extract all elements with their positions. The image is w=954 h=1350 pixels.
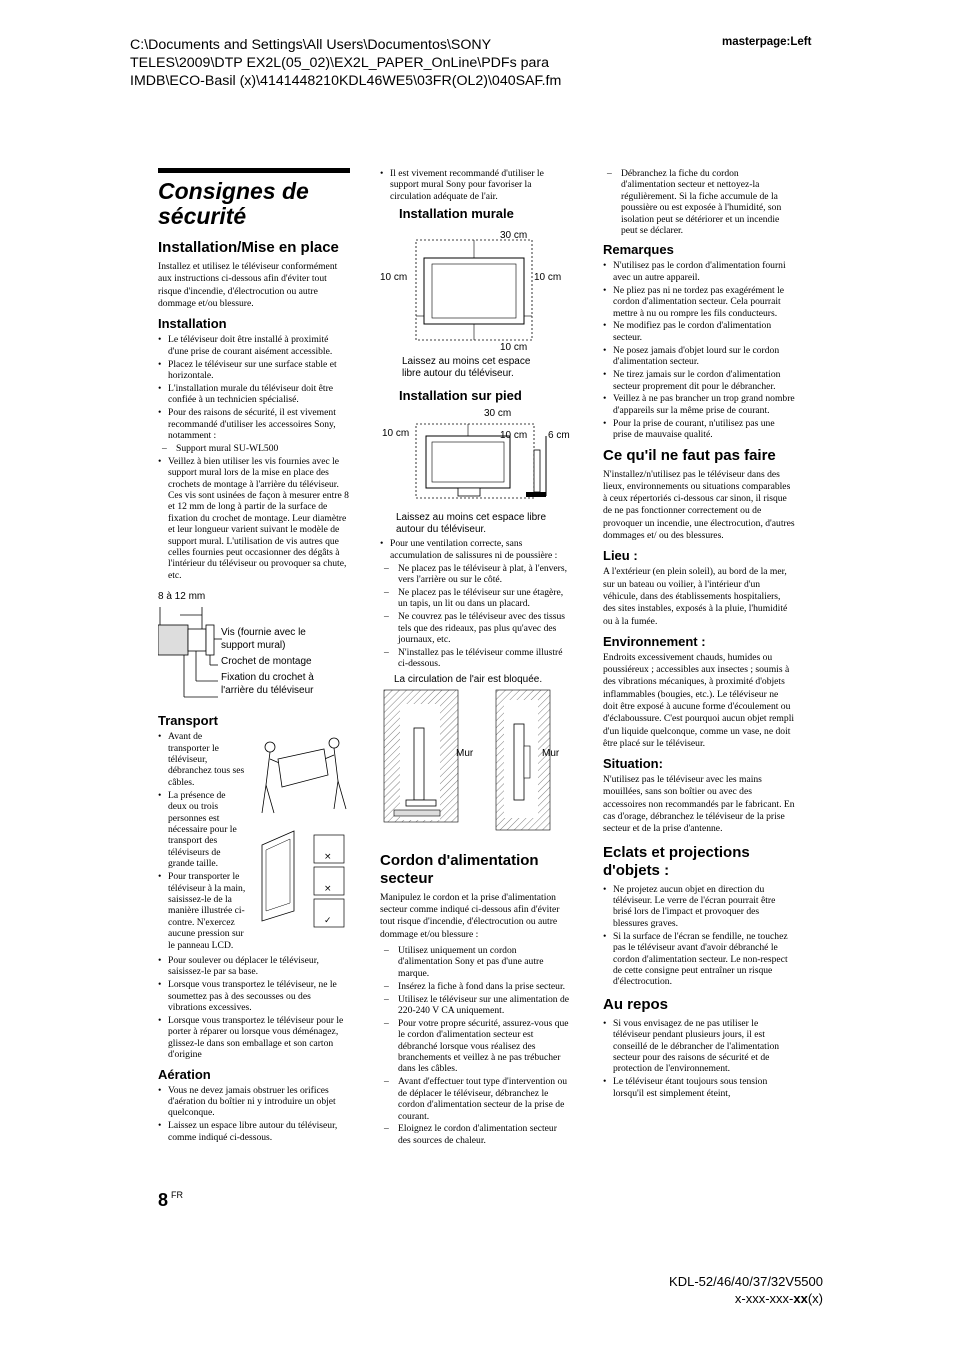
figure-label: l'arrière du téléviseur	[221, 685, 314, 697]
list-item: • Lorsque vous transportez le téléviseur pour le porter à réparer ou lorsque vous déménagez, glissez-le dans son emballage et son carton d'origine	[158, 1015, 350, 1061]
svg-text:×: ×	[324, 852, 332, 863]
figure-label: Crochet de montage	[221, 656, 312, 668]
list-sub-item: – N'installez pas le téléviseur comme illustré ci-dessous.	[380, 647, 572, 670]
file-path-header	[130, 36, 690, 90]
figure-label: 10 cm	[382, 428, 410, 440]
part-code-prefix: x-xxx-xxx-	[734, 1291, 794, 1306]
list-item: • L'installation murale du téléviseur doit être confiée à un technicien spécialisé.	[158, 383, 350, 406]
list-item: • Lorsque vous transportez le téléviseur, ne le soumettez pas à des secousses ou des vibrations excessives.	[158, 979, 350, 1013]
column-3	[603, 168, 795, 1103]
list-item: – Insérez la fiche à fond dans la prise secteur.	[380, 981, 572, 992]
wall-install-figure	[380, 224, 572, 380]
paragraph: A l'extérieur (en plein soleil), au bord de la mer, sur un bateau ou voilier, à l'intérieur d'un véhicule, dans des établissements hospitaliers, des sites instables, exposés à la pluie, l'humidité ou à la fumée.	[603, 566, 788, 627]
dash-list	[603, 168, 795, 236]
page-title: Consignes de sécurité	[158, 178, 309, 229]
path-line: IMDB\ECO-Basil (x)\4141448210KDL46WE5\03FR(OL2)\040SAF.fm	[130, 73, 562, 89]
list-item: • Ne projetez aucun objet en direction du téléviseur. Le verre de l'écran pourrait être brisé lors de l'impact et provoquer des blessures graves.	[603, 884, 795, 930]
list-item: • Placez le téléviseur sur une surface stable et horizontale.	[158, 359, 350, 382]
masterpage-label: masterpage:Left	[722, 36, 812, 48]
air-blocked-figure	[380, 674, 572, 836]
subsection-heading: Transport	[158, 713, 218, 729]
page-language: FR	[171, 1190, 184, 1200]
subsection-heading: Installation	[158, 316, 227, 332]
section-heading: Au repos	[603, 995, 669, 1013]
list-item: – Eloignez le cordon d'alimentation secteur des sources de chaleur.	[380, 1123, 572, 1146]
model-number: KDL-52/46/40/37/32V5500	[669, 1274, 823, 1289]
list-item: • La présence de deux ou trois personnes est nécessaire pour le transport des téléviseurs de grande taille.	[158, 790, 246, 870]
paragraph: N'utilisez pas le téléviseur avec les mains mouillées, sans son boîtier ou avec des accessoires non recommandés par le fabricant. En cas d'orage, débranchez le téléviseur de la prise secteur et de la prise d'antenne.	[603, 774, 795, 835]
model-footer	[669, 1273, 823, 1307]
figure-label: 6 cm	[548, 430, 570, 442]
list-item: • Si vous envisagez de ne pas utiliser le téléviseur pendant plusieurs jours, il est conseillé de le débrancher de l'alimentation secteur pour des raisons de sécurité et de protection de l'environnement.	[603, 1018, 795, 1075]
list-item: – Utilisez le téléviseur sur une alimentation de 220-240 V CA uniquement.	[380, 994, 572, 1017]
list-item: – Utilisez uniquement un cordon d'alimentation Sony et pas d'une autre marque.	[380, 945, 572, 979]
figure-label: Mur	[542, 747, 560, 759]
figure-caption: autour du téléviseur.	[396, 524, 487, 536]
figure-label: Mur	[456, 747, 474, 759]
list-item: • Ne posez jamais d'objet lourd sur le cordon d'alimentation secteur.	[603, 345, 795, 368]
stand-install-figure	[380, 406, 572, 536]
list-sub-item: – Ne placez pas le téléviseur sur une étagère, un tapis, un lit ou dans un placard.	[380, 587, 572, 610]
figure-label: 10 cm	[500, 430, 528, 442]
column-2	[380, 168, 572, 1150]
section-heading: Ce qu'il ne faut pas faire	[603, 446, 776, 464]
list-item: • Veillez à bien utiliser les vis fournies avec le support mural lors de la mise en place des crochets de montage à l'arrière du téléviseur. Ces vis sont usinées de façon à mesurer entre 8 et 12 mm de long à partir de la surface de fixation du crochet de montage. Leur diamètre et leur longueur varient suivant le modèle de support mural. L'utilisation de vis autres que celles fournies peut occasionner des dégâts à l'intérieur du téléviseur ou provoquer sa chute, etc.	[158, 456, 350, 581]
list-item: • Ne tirez jamais sur le cordon d'alimentation secteur proprement dit pour le débrancher.	[603, 369, 795, 392]
bullet-list	[603, 884, 795, 988]
wall-diagram	[380, 224, 572, 374]
transport-illustration	[258, 735, 350, 931]
air-blocked-diagram	[380, 688, 572, 836]
list-item: – Avant d'effectuer tout type d'intervention ou de déplacer le téléviseur, débranchez le cordon d'alimentation secteur de la prise de courant.	[380, 1076, 572, 1122]
screw-figure	[158, 591, 350, 703]
figure-label: support mural)	[221, 640, 286, 652]
column-1	[158, 168, 350, 1147]
stand-diagram	[380, 406, 572, 506]
svg-text:×: ×	[324, 884, 332, 895]
list-item: • Le téléviseur doit être installé à proximité d'une prise de courant aisément accessible.	[158, 334, 350, 357]
list-sub-item: – Ne placez pas le téléviseur à plat, à l'envers, vers l'arrière ou sur le côté.	[380, 563, 572, 586]
subsection-heading: Situation:	[603, 756, 663, 772]
svg-text:✓: ✓	[324, 916, 332, 927]
bullet-list	[158, 334, 350, 581]
section-heading: Eclats et projections d'objets :	[603, 843, 750, 879]
list-item: • Avant de transporter le téléviseur, débranchez tous ses câbles.	[158, 731, 246, 788]
list-item: • Pour soulever ou déplacer le téléviseur, saisissez-le par sa base.	[158, 955, 350, 978]
list-sub-item: – Ne couvrez pas le téléviseur avec des tissus tels que des rideaux, pas plus qu'avec des journaux, etc.	[380, 611, 572, 645]
figure-caption: La circulation de l'air est bloquée.	[394, 673, 543, 685]
list-item: • Ne modifiez pas le cordon d'alimentation secteur.	[603, 320, 795, 343]
paragraph: Endroits excessivement chauds, humides ou poussiéreux ; accessibles aux insectes ; soumis à des vibrations mécaniques, à proximité d'objets inflammables (bougies, etc.). Le téléviseur ne doit être exposé à aucune forme d'écoulement ou d'éclaboussure. C'est pourquoi aucun objet rempli d'un liquide quelconque, comme un vase, ne doit être placé sur le téléviseur.	[603, 651, 795, 749]
subsection-heading: Installation sur pied	[399, 388, 522, 404]
list-item: • Le téléviseur étant toujours sous tension lorsqu'il est simplement éteint,	[603, 1076, 795, 1099]
bullet-list	[380, 538, 572, 669]
figure-label: 30 cm	[484, 408, 512, 420]
transport-block	[158, 731, 350, 1060]
subsection-heading: Lieu :	[603, 548, 638, 564]
path-line: C:\Documents and Settings\All Users\Documentos\SONY	[130, 37, 492, 53]
title-rule	[158, 168, 350, 173]
paragraph: Installez et utilisez le téléviseur conformément aux instructions ci-dessous afin d'éviter tout risque d'incendie, d'électrocution ou autre dommage et/ou blessure.	[158, 261, 338, 309]
bullet-list	[603, 1018, 795, 1099]
list-item: • Pour transporter le téléviseur à la main, saisissez-le de la manière illustrée ci-contre. N'exercez aucune pression sur le panneau LCD.	[158, 871, 246, 951]
bullet-list	[158, 1085, 350, 1144]
subsection-heading: Remarques	[603, 242, 674, 258]
list-item: • Pour la prise de courant, n'utilisez pas une prise de mauvaise qualité.	[603, 418, 795, 441]
paragraph: N'installez/n'utilisez pas le téléviseur dans des lieux, environnements ou situations comparables à ceux répertoriés ci-dessous car sinon, il risque de ne pas fonctionner correctement ou de provoquer un incendie, une électrocution, d'autres dommages et/ ou des blessures.	[603, 468, 795, 542]
bullet-list	[380, 168, 572, 202]
bullet-list	[603, 260, 795, 440]
figure-caption: Laissez au moins cet espace libre	[396, 512, 547, 524]
list-item: – Pour votre propre sécurité, assurez-vous que le cordon d'alimentation secteur est débranché lorsque vous réalisez des branchements et veillez à ne pas trébucher dans les câbles.	[380, 1018, 572, 1075]
figure-label: 10 cm	[534, 272, 562, 284]
figure-label: 10 cm	[380, 272, 408, 284]
page-number	[158, 1190, 183, 1211]
page-number-value: 8	[158, 1190, 169, 1210]
figure-label: 10 cm	[500, 342, 528, 354]
subsection-heading: Environnement :	[603, 633, 706, 649]
part-code-bold: xx	[793, 1291, 808, 1306]
subsection-heading: Installation murale	[399, 206, 514, 222]
figure-caption: Laissez au moins cet espace	[402, 356, 531, 368]
list-item: • Il est vivement recommandé d'utiliser le support mural Sony pour favoriser la circulation adéquate de l'air.	[380, 168, 572, 202]
paragraph: Manipulez le cordon et la prise d'alimentation secteur comme indiqué ci-dessous afin d'éviter tout risque d'incendie, d'électrocution ou autre dommage et/ou blessure :	[380, 891, 560, 940]
dash-list	[380, 945, 572, 1146]
figure-label: Fixation du crochet à	[221, 672, 314, 684]
list-item: • Si la surface de l'écran se fendille, ne touchez pas le téléviseur avant d'avoir débranché le cordon d'alimentation secteur. Le non-respect de cette consigne peut entraîner un risque d'électrocution.	[603, 931, 795, 988]
list-item: • Laissez un espace libre autour du téléviseur, comme indiqué ci-dessous.	[158, 1120, 350, 1143]
figure-label: 30 cm	[500, 230, 528, 242]
path-line: TELES\2009\DTP EX2L(05_02)\EX2L_PAPER_OnLine\PDFs para	[130, 55, 550, 71]
subsection-heading: Aération	[158, 1066, 211, 1082]
list-sub-item: – Support mural SU-WL500	[158, 443, 350, 454]
figure-caption: libre autour du téléviseur.	[402, 368, 514, 380]
list-item: • Vous ne devez jamais obstruer les orifices d'aération du boîtier ni y introduire un objet quelconque.	[158, 1085, 350, 1119]
list-item: • Pour des raisons de sécurité, il est vivement recommandé d'utiliser les accessoires Sony, notamment :	[158, 407, 350, 441]
list-item: – Débranchez la fiche du cordon d'alimentation secteur et nettoyez-la régulièrement. Si la fiche accumule de la poussière ou est exposée à l'humidité, son isolation peut se détériorer et un incendie peut se déclarer.	[603, 168, 795, 236]
part-code-suffix: (x)	[807, 1291, 823, 1306]
bullet-list	[158, 955, 350, 1061]
section-heading: Cordon d'alimentation secteur	[380, 851, 539, 887]
list-item: • Pour une ventilation correcte, sans accumulation de salissures ni de poussière :	[380, 538, 572, 561]
figure-label: 8 à 12 mm	[158, 591, 206, 603]
figure-label: Vis (fournie avec le	[221, 627, 306, 639]
section-heading: Installation/Mise en place	[158, 239, 339, 256]
part-code	[669, 1290, 823, 1307]
list-item: • Ne pliez pas ni ne tordez pas exagérément le cordon d'alimentation secteur. Cela pourrait mettre à nu ou rompre les fils conducteurs.	[603, 285, 795, 319]
list-item: • Veillez à ne pas brancher un trop grand nombre d'appareils sur la même prise de courant.	[603, 393, 795, 416]
list-item: • N'utilisez pas le cordon d'alimentation fourni avec un autre appareil.	[603, 260, 795, 283]
